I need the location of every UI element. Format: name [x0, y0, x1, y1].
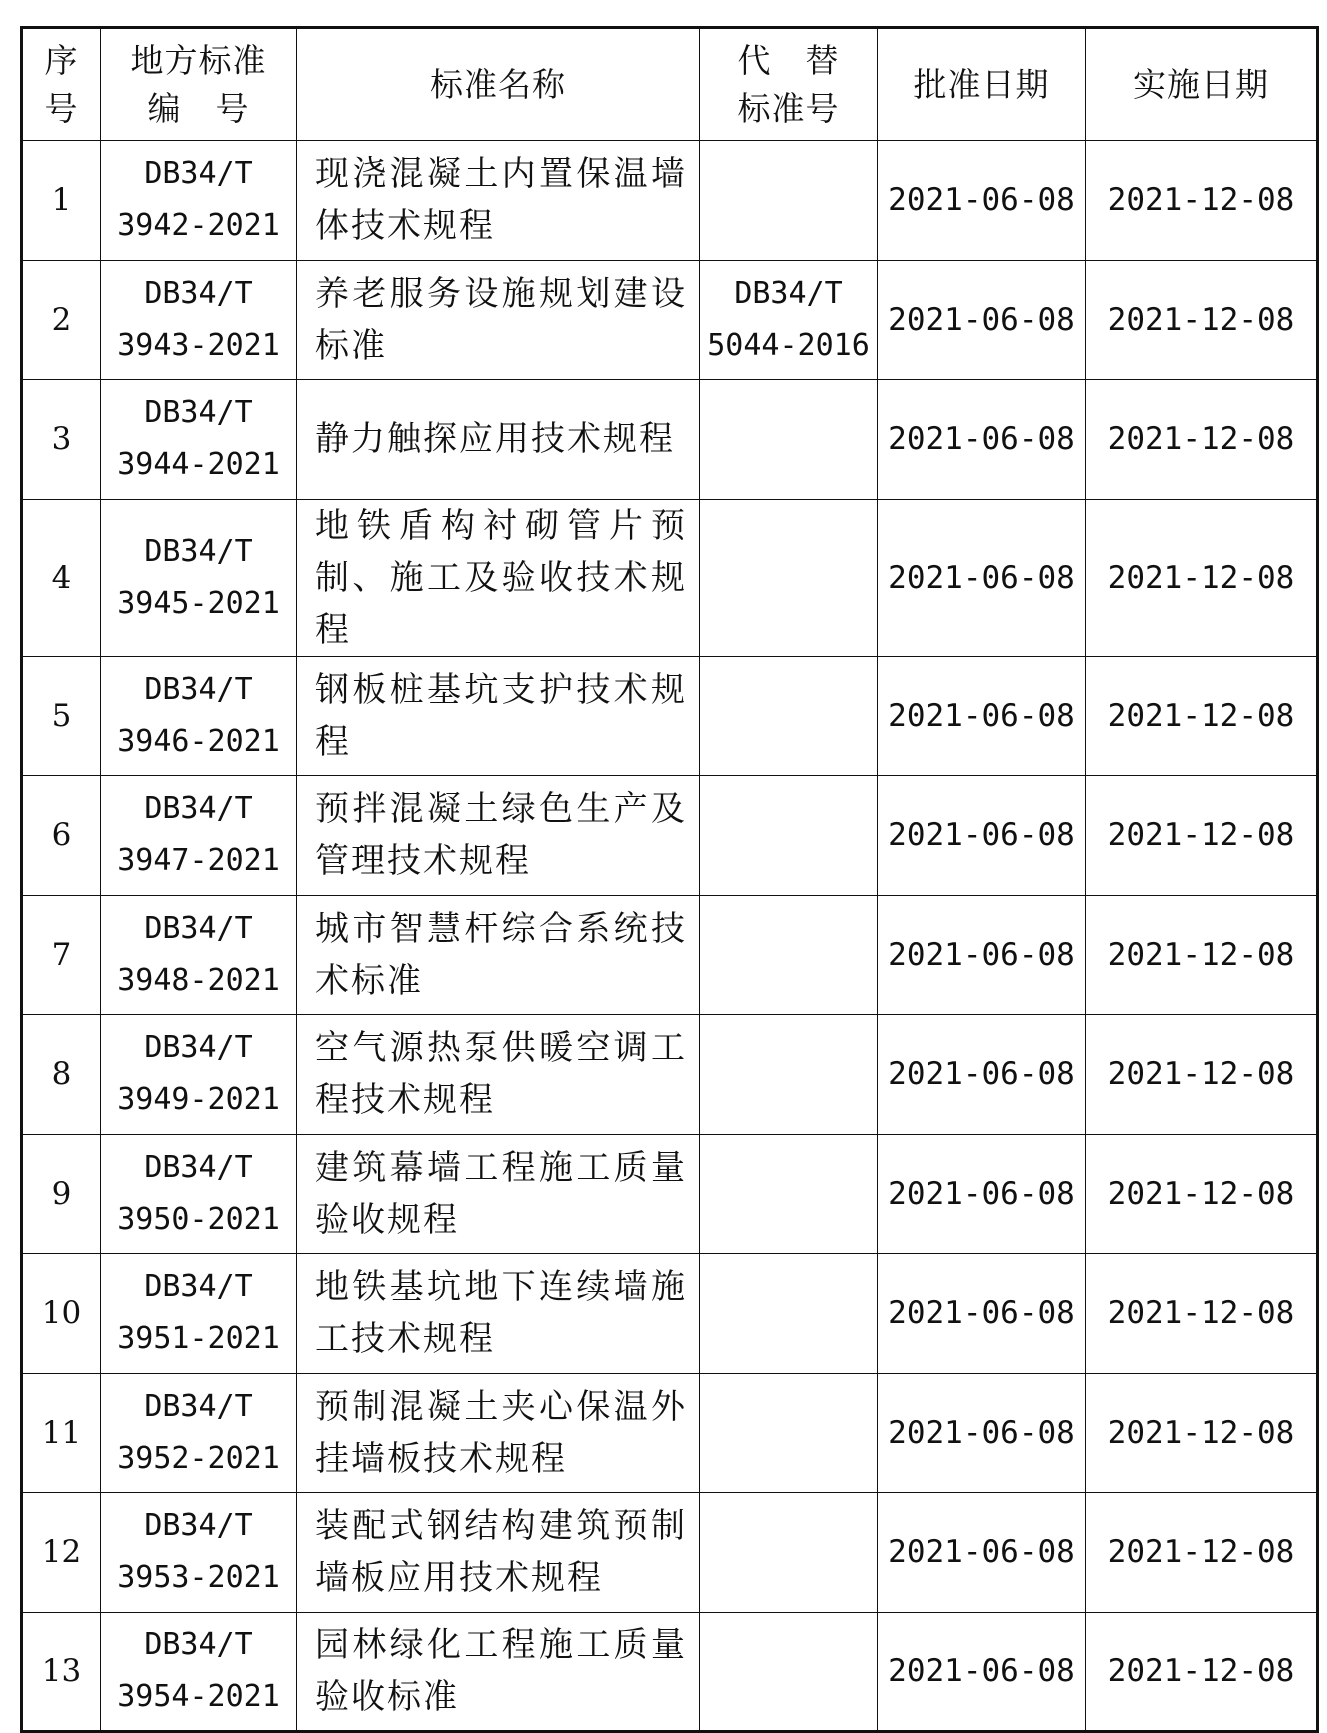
row-replaced-code	[700, 141, 878, 261]
row-code-number: 3952-2021	[117, 1440, 280, 1476]
row-code-number: 3947-2021	[117, 843, 280, 879]
row-implement-date: 2021-12-08	[1086, 1134, 1318, 1254]
table-row	[22, 260, 1318, 380]
row-code-prefix: DB34/T	[144, 1508, 253, 1544]
header-name-label: 标准名称	[430, 64, 566, 104]
row-standard-code	[101, 1015, 297, 1135]
row-approve-date: 2021-06-08	[878, 141, 1086, 261]
row-code-number: 3942-2021	[117, 208, 280, 244]
header-code	[101, 28, 297, 141]
row-standard-name: 空气源热泵供暖空调工程技术规程	[297, 1015, 700, 1135]
row-approve-date: 2021-06-08	[878, 1493, 1086, 1613]
row-code-prefix: DB34/T	[144, 791, 253, 827]
table-row	[22, 776, 1318, 896]
row-standard-name: 装配式钢结构建筑预制墙板应用技术规程	[297, 1493, 700, 1613]
table-row	[22, 141, 1318, 261]
row-replaced-prefix: DB34/T	[734, 275, 843, 311]
row-code-number: 3951-2021	[117, 1321, 280, 1357]
table-row	[22, 656, 1318, 776]
header-index-line2: 号	[44, 88, 79, 128]
row-implement-date: 2021-12-08	[1086, 895, 1318, 1015]
row-code-number: 3944-2021	[117, 447, 280, 483]
header-code-line2: 编 号	[147, 88, 250, 128]
row-standard-code	[101, 141, 297, 261]
row-approve-date: 2021-06-08	[878, 1612, 1086, 1732]
row-code-prefix: DB34/T	[144, 156, 253, 192]
row-code-number: 3950-2021	[117, 1201, 280, 1237]
row-code-prefix: DB34/T	[144, 1030, 253, 1066]
row-index: 7	[22, 895, 101, 1015]
header-replace	[700, 28, 878, 141]
row-standard-code	[101, 895, 297, 1015]
row-standard-code	[101, 380, 297, 500]
row-approve-date: 2021-06-08	[878, 656, 1086, 776]
row-implement-date: 2021-12-08	[1086, 499, 1318, 656]
row-standard-name: 地铁盾构衬砌管片预制、施工及验收技术规程	[297, 499, 700, 656]
row-approve-date: 2021-06-08	[878, 895, 1086, 1015]
header-index-line1: 序	[44, 40, 79, 80]
row-standard-code	[101, 1612, 297, 1732]
row-replaced-code	[700, 1134, 878, 1254]
table-header	[22, 28, 1318, 141]
row-index: 5	[22, 656, 101, 776]
row-code-prefix: DB34/T	[144, 671, 253, 707]
row-approve-date: 2021-06-08	[878, 1373, 1086, 1493]
row-index: 13	[22, 1612, 101, 1732]
row-standard-name: 园林绿化工程施工质量验收标准	[297, 1612, 700, 1732]
row-standard-name: 静力触探应用技术规程	[297, 380, 700, 500]
header-approve-label: 批准日期	[913, 64, 1050, 104]
table-row	[22, 499, 1318, 656]
row-code-prefix: DB34/T	[144, 1627, 253, 1663]
table-body	[22, 141, 1318, 1732]
header-row	[22, 28, 1318, 141]
row-standard-name: 预拌混凝土绿色生产及管理技术规程	[297, 776, 700, 896]
row-implement-date: 2021-12-08	[1086, 1612, 1318, 1732]
row-code-number: 3948-2021	[117, 962, 280, 998]
row-code-number: 3954-2021	[117, 1679, 280, 1715]
row-standard-code	[101, 499, 297, 656]
row-implement-date: 2021-12-08	[1086, 1254, 1318, 1374]
row-implement-date: 2021-12-08	[1086, 656, 1318, 776]
row-replaced-code	[700, 776, 878, 896]
row-replaced-code	[700, 895, 878, 1015]
row-index: 12	[22, 1493, 101, 1613]
row-index: 3	[22, 380, 101, 500]
row-code-prefix: DB34/T	[144, 1388, 253, 1424]
table-row	[22, 1254, 1318, 1374]
row-code-number: 3949-2021	[117, 1082, 280, 1118]
row-replaced-code	[700, 1612, 878, 1732]
row-standard-code	[101, 776, 297, 896]
row-code-number: 3946-2021	[117, 723, 280, 759]
row-implement-date: 2021-12-08	[1086, 380, 1318, 500]
row-implement-date: 2021-12-08	[1086, 1493, 1318, 1613]
row-standard-name: 现浇混凝土内置保温墙体技术规程	[297, 141, 700, 261]
header-approve-date	[878, 28, 1086, 141]
row-index: 2	[22, 260, 101, 380]
row-implement-date: 2021-12-08	[1086, 776, 1318, 896]
header-implement-date	[1086, 28, 1318, 141]
row-approve-date: 2021-06-08	[878, 1134, 1086, 1254]
header-code-line1: 地方标准	[130, 40, 267, 80]
row-replaced-code	[700, 1254, 878, 1374]
row-standard-name: 钢板桩基坑支护技术规程	[297, 656, 700, 776]
row-approve-date: 2021-06-08	[878, 1015, 1086, 1135]
table-row	[22, 1612, 1318, 1732]
row-code-prefix: DB34/T	[144, 910, 253, 946]
header-replace-line1: 代 替	[737, 40, 840, 80]
row-index: 6	[22, 776, 101, 896]
row-approve-date: 2021-06-08	[878, 260, 1086, 380]
row-index: 9	[22, 1134, 101, 1254]
row-replaced-code	[700, 1493, 878, 1613]
row-standard-code	[101, 1134, 297, 1254]
row-standard-name: 养老服务设施规划建设标准	[297, 260, 700, 380]
standards-document	[20, 26, 1316, 1720]
row-index: 10	[22, 1254, 101, 1374]
row-standard-name: 城市智慧杆综合系统技术标准	[297, 895, 700, 1015]
table-row	[22, 1015, 1318, 1135]
row-standard-code	[101, 1493, 297, 1613]
row-index: 11	[22, 1373, 101, 1493]
row-implement-date: 2021-12-08	[1086, 1015, 1318, 1135]
row-replaced-code	[700, 656, 878, 776]
row-approve-date: 2021-06-08	[878, 499, 1086, 656]
row-replaced-code	[700, 499, 878, 656]
header-name	[297, 28, 700, 141]
row-approve-date: 2021-06-08	[878, 776, 1086, 896]
row-code-number: 3945-2021	[117, 585, 280, 621]
row-replaced-code	[700, 1015, 878, 1135]
row-code-prefix: DB34/T	[144, 1269, 253, 1305]
row-standard-name: 地铁基坑地下连续墙施工技术规程	[297, 1254, 700, 1374]
table-row	[22, 1373, 1318, 1493]
row-replaced-number: 5044-2016	[707, 327, 870, 363]
row-code-number: 3953-2021	[117, 1560, 280, 1596]
row-approve-date: 2021-06-08	[878, 380, 1086, 500]
row-index: 8	[22, 1015, 101, 1135]
table-row	[22, 1493, 1318, 1613]
row-standard-name: 预制混凝土夹心保温外挂墙板技术规程	[297, 1373, 700, 1493]
header-index	[22, 28, 101, 141]
row-replaced-code	[700, 380, 878, 500]
row-code-prefix: DB34/T	[144, 275, 253, 311]
row-index: 4	[22, 499, 101, 656]
row-replaced-code	[700, 260, 878, 380]
header-replace-line2: 标准号	[737, 88, 840, 128]
row-standard-name: 建筑幕墙工程施工质量验收规程	[297, 1134, 700, 1254]
row-code-prefix: DB34/T	[144, 533, 253, 569]
row-implement-date: 2021-12-08	[1086, 260, 1318, 380]
row-standard-code	[101, 260, 297, 380]
row-standard-code	[101, 1254, 297, 1374]
row-replaced-code	[700, 1373, 878, 1493]
row-standard-code	[101, 1373, 297, 1493]
header-implement-label: 实施日期	[1133, 64, 1269, 104]
row-standard-code	[101, 656, 297, 776]
table-row	[22, 380, 1318, 500]
table-row	[22, 895, 1318, 1015]
row-implement-date: 2021-12-08	[1086, 141, 1318, 261]
standards-table	[20, 26, 1319, 1733]
row-code-prefix: DB34/T	[144, 1149, 253, 1185]
row-approve-date: 2021-06-08	[878, 1254, 1086, 1374]
row-index: 1	[22, 141, 101, 261]
row-code-number: 3943-2021	[117, 327, 280, 363]
row-code-prefix: DB34/T	[144, 395, 253, 431]
table-row	[22, 1134, 1318, 1254]
row-implement-date: 2021-12-08	[1086, 1373, 1318, 1493]
